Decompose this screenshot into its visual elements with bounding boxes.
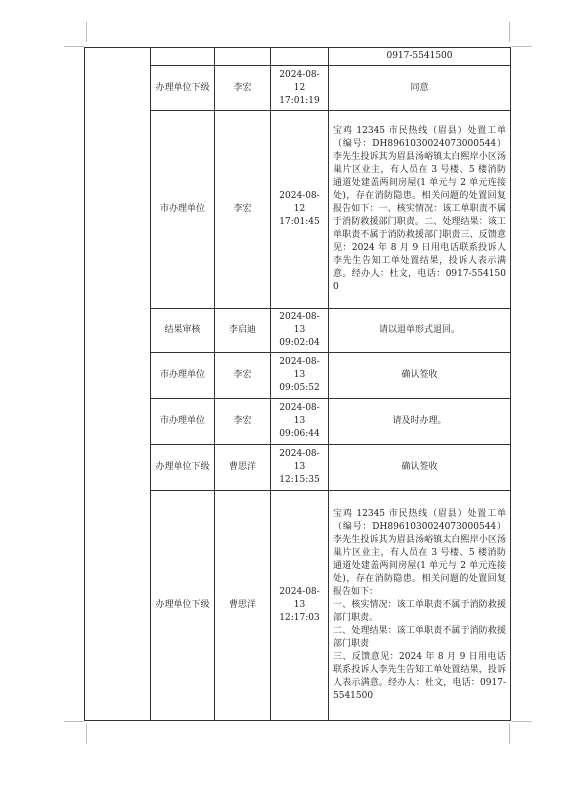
content-cell [329,491,511,721]
person-cell [215,48,271,66]
content-cell: 请以退单形式退回。 [329,309,511,353]
date-cell: 2024-08- 13 09:05:52 [271,353,329,399]
date-cell: 2024-08- 12 17:01:45 [271,111,329,309]
crop-mark-bottom-right-v [509,724,510,744]
content-cell: 宝鸡 12345 市民热线（眉县）处置工单（编号：DH896103002407300054​4）李先生投诉其为眉县汤峪镇太白熙岸小区汤巢片区业主，有人员在 3 号楼、5 楼消防通道处建盖两间房屋(1 单元与 2 单元连接处)，存在消防隐患。相关问题的处置回复报告如下：一、核实情况：该工单职责不属于消防救援部门职责。二、处理结果：该工单职责不属于消防救援部门职责三、反馈意见：2024 年 8 月 9 日用电话联系投诉人李先生告知工单处置结果，投诉人表示满意。经办人：杜文，电话：0917-5541500 [329,111,511,309]
unit-cell: 市办理单位 [151,399,215,445]
crop-mark-bottom-left-v [86,724,87,744]
content-paragraph: 一、核实情况：该工单职责不属于消防救援部门职责。 [333,600,506,623]
content-paragraph: 三、反馈意见：2024 年 8 月 9 日用电话联系投诉人李先生告知工单处置结果，投诉人表示满意。经办人：杜文，电话：0917-5541500 [333,652,506,701]
unit-cell [151,48,215,66]
unit-cell: 市办理单位 [151,111,215,309]
date-cell: 2024-08- 13 09:02:04 [271,309,329,353]
content-cell: 确认签收 [329,445,511,491]
blank-margin-column [85,48,151,721]
processing-log-table [84,47,511,721]
content-paragraph: 二、处理结果：该工单职责不属于消防救援部门职责 [333,626,506,649]
content-cell: 0917-5541500 [329,48,511,66]
date-cell: 2024-08- 13 12:17:03 [271,491,329,721]
date-cell [271,48,329,66]
date-cell: 2024-08- 13 12:15:35 [271,445,329,491]
person-cell: 李启迪 [215,309,271,353]
crop-mark-top-right-h [512,46,532,47]
person-cell: 李宏 [215,353,271,399]
crop-mark-top-left-v [86,22,87,42]
person-cell: 李宏 [215,66,271,111]
unit-cell: 办理单位下级 [151,445,215,491]
crop-mark-bottom-right-h [512,721,532,722]
table-row [85,48,511,66]
crop-mark-bottom-left-h [64,721,84,722]
date-cell: 2024-08- 13 09:06:44 [271,399,329,445]
unit-cell: 办理单位下级 [151,66,215,111]
crop-mark-top-left-h [64,46,84,47]
unit-cell: 市办理单位 [151,353,215,399]
unit-cell: 结果审核 [151,309,215,353]
crop-mark-top-right-v [509,22,510,42]
unit-cell: 办理单位下级 [151,491,215,721]
date-cell: 2024-08- 12 17:01:19 [271,66,329,111]
content-cell: 同意 [329,66,511,111]
person-cell: 曹思洋 [215,445,271,491]
person-cell: 李宏 [215,399,271,445]
content-paragraph: 宝鸡 12345 市民热线（眉县）处置工单（编号：DH896103002407300054​4）李先生投诉其为眉县汤峪镇太白熙岸小区汤巢片区业主，有人员在 3 号楼、5 楼消防通道处建盖两间房屋(1 单元与 2 单元连接处)，存在消防隐患。相关问题的处置回复报告如下： [333,509,506,597]
content-cell: 确认签收 [329,353,511,399]
content-cell: 请及时办理。 [329,399,511,445]
person-cell: 李宏 [215,111,271,309]
person-cell: 曹思洋 [215,491,271,721]
